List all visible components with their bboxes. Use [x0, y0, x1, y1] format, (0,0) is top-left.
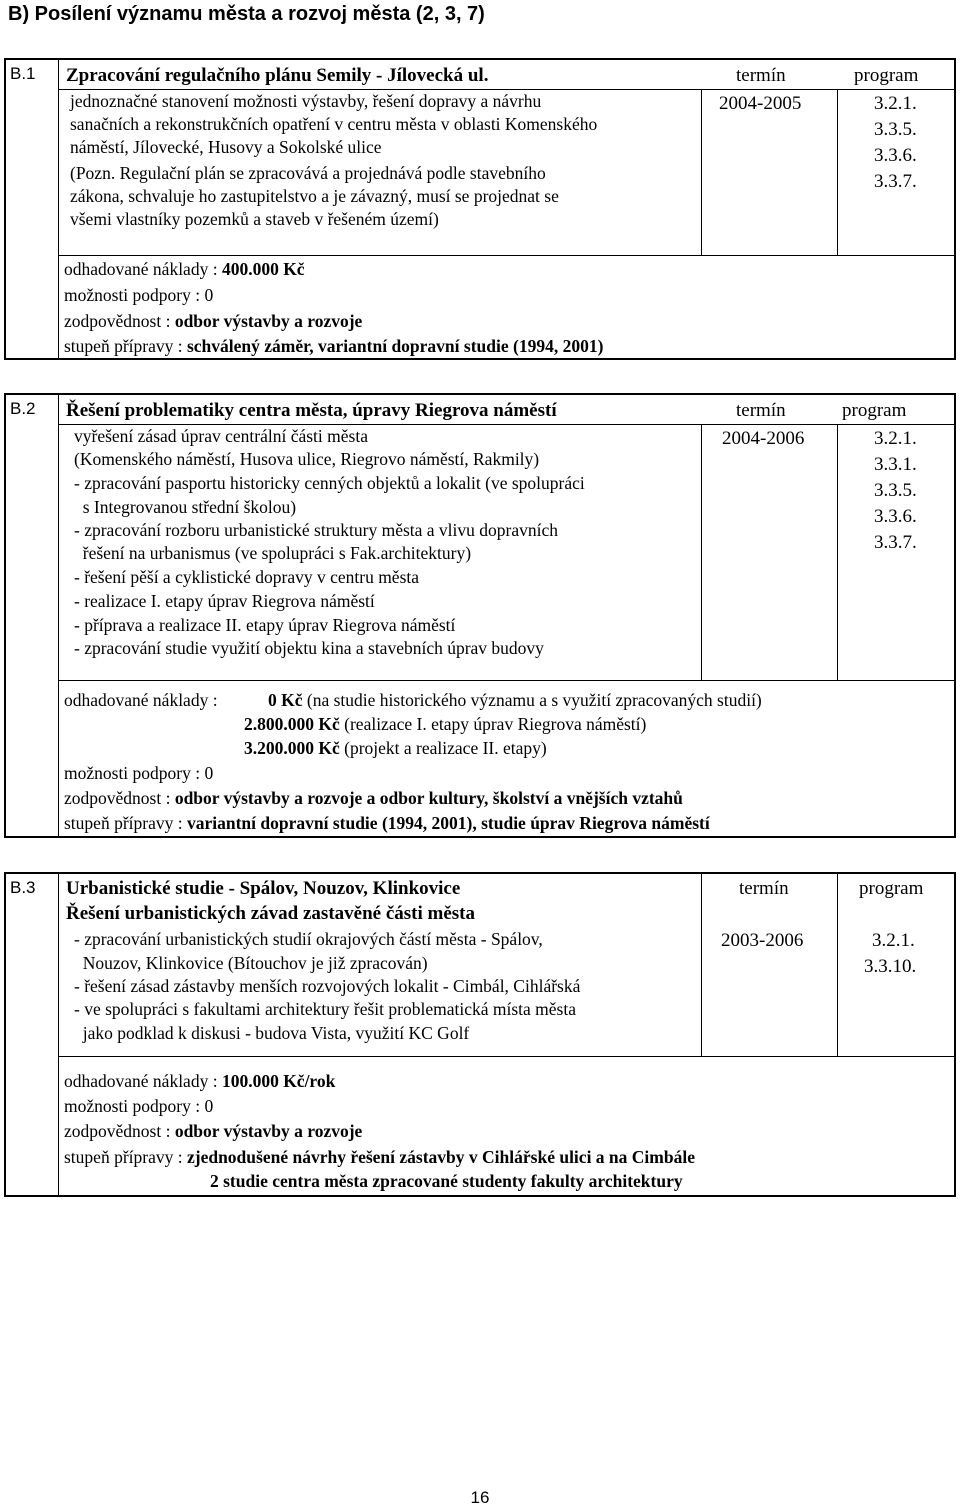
- program-code: 3.2.1.: [874, 93, 917, 114]
- description-line: sanačních a rekonstrukčních opatření v centru města v oblasti Komenského: [70, 114, 598, 134]
- divider: [58, 1056, 954, 1057]
- termin-header: termín: [736, 65, 786, 86]
- project-id-cell: [6, 874, 59, 1195]
- costs-value: 100.000 Kč/rok: [221, 1071, 336, 1091]
- divider: [701, 424, 702, 680]
- costs-note: (na studie historického významu a s využití zpracovaných studií): [306, 690, 762, 710]
- description-line: (Pozn. Regulační plán se zpracovává a projednává podle stavebního: [70, 163, 546, 183]
- preparation-value: zjednodušené návrhy řešení zástavby v Cihlářské ulici a na Cimbále: [186, 1147, 695, 1167]
- program-header: program: [859, 878, 924, 899]
- costs-amount: 3.200.000 Kč: [244, 738, 340, 758]
- description-line: zákona, schvaluje ho zastupitelstvo a je závazný, musí se projednat se: [70, 186, 559, 206]
- support-value: 0: [204, 285, 214, 305]
- costs-label: odhadované náklady :: [64, 690, 218, 710]
- program-code: 3.2.1.: [872, 930, 915, 951]
- program-header: program: [842, 400, 907, 421]
- responsibility-value: odbor výstavby a rozvoje: [174, 311, 363, 331]
- costs-line: [268, 689, 762, 712]
- preparation-row: [64, 1146, 695, 1169]
- description-line: - řešení zásad zástavby menších rozvojových lokalit - Cimbál, Cihlářská: [74, 976, 581, 996]
- responsibility-value: odbor výstavby a rozvoje: [174, 1121, 363, 1141]
- preparation-label: stupeň přípravy :: [64, 1147, 183, 1167]
- description-line: - ve spolupráci s fakultami architektury řešit problematická místa města: [74, 999, 576, 1019]
- project-block-b3: [4, 872, 956, 1197]
- responsibility-label: zodpovědnost :: [64, 788, 171, 808]
- costs-note: (realizace I. etapy úprav Riegrova náměstí): [344, 714, 647, 734]
- program-code: 3.3.7.: [874, 171, 917, 192]
- program-header: program: [854, 65, 919, 86]
- program-code: 3.3.6.: [874, 145, 917, 166]
- divider: [701, 89, 702, 255]
- project-title: Řešení problematiky centra města, úpravy Riegrova náměstí: [66, 400, 557, 421]
- support-label: možnosti podpory :: [64, 763, 201, 783]
- support-value: 0: [204, 763, 214, 783]
- costs-label: odhadované náklady :: [64, 1071, 218, 1091]
- responsibility-row: [64, 1120, 362, 1143]
- project-id-cell: [6, 395, 59, 836]
- section-heading: B) Posílení významu města a rozvoj města (2, 3, 7): [8, 3, 485, 25]
- project-title: Urbanistické studie - Spálov, Nouzov, Klinkovice: [66, 878, 461, 899]
- termin-value: 2004-2006: [722, 428, 805, 449]
- project-subtitle: Řešení urbanistických závad zastavěné části města: [66, 903, 475, 924]
- support-row: [64, 762, 213, 785]
- description-line: - zpracování urbanistických studií okrajových částí města - Spálov,: [74, 929, 543, 949]
- project-title: Zpracování regulačního plánu Semily - Jílovecká ul.: [66, 65, 489, 86]
- divider: [837, 89, 838, 255]
- description-line: - zpracování studie využití objektu kina a stavebních úprav budovy: [74, 638, 544, 658]
- responsibility-row: [64, 787, 683, 810]
- description-line: jednoznačné stanovení možnosti výstavby, řešení dopravy a návrhu: [70, 91, 542, 111]
- program-code: 3.3.1.: [874, 454, 917, 475]
- costs-value: 400.000 Kč: [221, 259, 305, 279]
- responsibility-row: [64, 310, 362, 333]
- termin-header: termín: [736, 400, 786, 421]
- termin-value: 2003-2006: [721, 930, 804, 951]
- program-code: 3.3.6.: [874, 506, 917, 527]
- description-line: - řešení pěší a cyklistické dopravy v centru města: [74, 567, 420, 587]
- support-label: možnosti podpory :: [64, 1096, 201, 1116]
- description-line: (Komenského náměstí, Husova ulice, Riegrovo náměstí, Rakmily): [74, 449, 540, 469]
- responsibility-label: zodpovědnost :: [64, 1121, 171, 1141]
- responsibility-label: zodpovědnost :: [64, 311, 171, 331]
- project-id: B.1: [10, 64, 36, 83]
- preparation-label: stupeň přípravy :: [64, 336, 183, 356]
- program-code: 3.3.7.: [874, 532, 917, 553]
- description-line: - příprava a realizace II. etapy úprav Riegrova náměstí: [74, 615, 456, 635]
- support-row: [64, 284, 213, 307]
- divider: [58, 255, 954, 256]
- preparation-value: variantní dopravní studie (1994, 2001), studie úprav Riegrova náměstí: [186, 813, 710, 833]
- program-code: 3.2.1.: [874, 428, 917, 449]
- project-id: B.2: [10, 399, 36, 418]
- support-value: 0: [204, 1096, 214, 1116]
- preparation-label: stupeň přípravy :: [64, 813, 183, 833]
- responsibility-value: odbor výstavby a rozvoje a odbor kultury, školství a vnějších vztahů: [174, 788, 683, 808]
- costs-note: (projekt a realizace II. etapy): [344, 738, 547, 758]
- description-line: náměstí, Jílovecké, Husovy a Sokolské ulice: [70, 137, 382, 157]
- support-label: možnosti podpory :: [64, 285, 201, 305]
- description-line: - realizace I. etapy úprav Riegrova náměstí: [74, 591, 375, 611]
- preparation-row: [64, 812, 710, 835]
- preparation-row: [64, 335, 603, 358]
- program-code: 3.3.10.: [864, 956, 917, 977]
- costs-amount: 0 Kč: [268, 690, 303, 710]
- costs-label: odhadované náklady :: [64, 259, 218, 279]
- costs-line: [244, 713, 646, 736]
- support-row: [64, 1095, 213, 1118]
- description-line: Nouzov, Klinkovice (Bítouchov je již zpracován): [74, 953, 428, 973]
- description-line: všemi vlastníky pozemků a staveb v řešeném území): [70, 209, 439, 229]
- description-line: řešení na urbanismus (ve spolupráci s Fak.architektury): [74, 543, 472, 563]
- project-block-b2: [4, 393, 956, 838]
- divider: [701, 874, 702, 1056]
- project-id: B.3: [10, 878, 36, 897]
- project-block-b1: [4, 58, 956, 360]
- divider: [837, 424, 838, 680]
- costs-line: [244, 737, 547, 760]
- costs-amount: 2.800.000 Kč: [244, 714, 340, 734]
- termin-value: 2004-2005: [719, 93, 802, 114]
- preparation-value: schválený záměr, variantní dopravní studie (1994, 2001): [186, 336, 604, 356]
- termin-header: termín: [739, 878, 789, 899]
- program-code: 3.3.5.: [874, 119, 917, 140]
- preparation-value-continued: 2 studie centra města zpracované studenty fakulty architektury: [210, 1171, 683, 1191]
- costs-row: [64, 1070, 335, 1093]
- divider: [58, 680, 954, 681]
- description-line: s Integrovanou střední školou): [74, 497, 297, 517]
- description-line: - zpracování pasportu historicky cenných objektů a lokalit (ve spolupráci: [74, 473, 585, 493]
- costs-row: [64, 258, 305, 281]
- project-id-cell: [6, 60, 59, 358]
- description-line: - zpracování rozboru urbanistické struktury města a vlivu dopravních: [74, 520, 559, 540]
- description-line: vyřešení zásad úprav centrální části města: [74, 426, 368, 446]
- description-line: jako podklad k diskusi - budova Vista, využití KC Golf: [74, 1023, 470, 1043]
- program-code: 3.3.5.: [874, 480, 917, 501]
- page-number: 16: [470, 1488, 490, 1507]
- divider: [837, 874, 838, 1056]
